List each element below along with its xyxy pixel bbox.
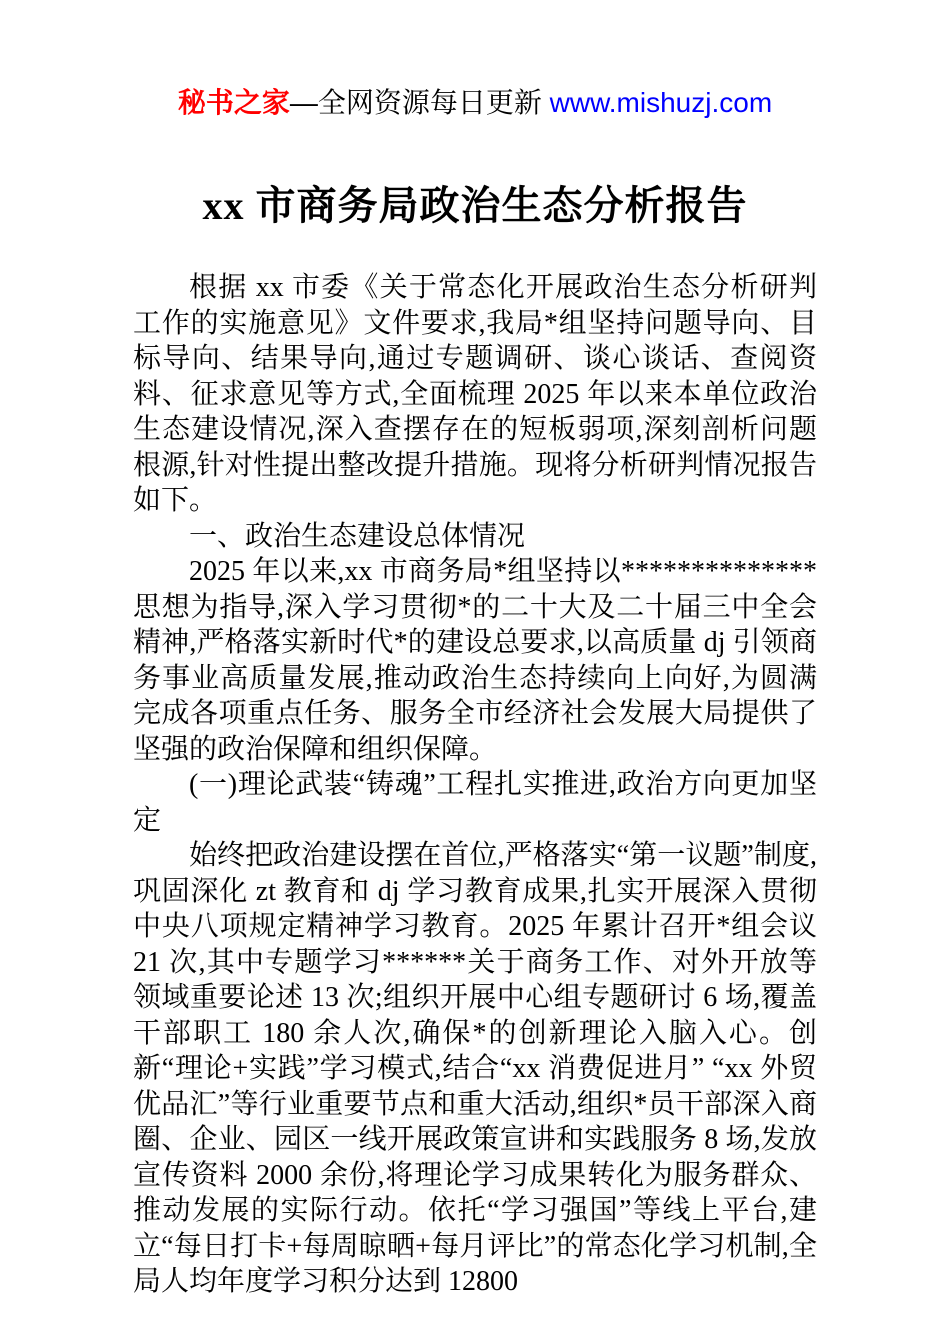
site-brand: 秘书之家 <box>177 87 290 118</box>
paragraph-intro: 根据 xx 市委《关于常态化开展政治生态分析研判工作的实施意见》文件要求,我局*组坚持问题导向、目标导向、结果导向,通过专题调研、谈心谈话、查阅资料、征求意见等方式,全面梳理 2025 年以来本单位政治生态建设情况,深入查摆存在的短板弱项,深刻剖析问题根源,针对性提出整改提升措施。现将分析研判情况报告如下。 <box>133 272 817 516</box>
site-header <box>133 86 817 120</box>
sub-heading-1-1: (一)理论武装“铸魂”工程扎实推进,政治方向更加坚定 <box>133 769 817 836</box>
paragraph-theory-work: 始终把政治建设摆在首位,严格落实“第一议题”制度,巩固深化 zt 教育和 dj 学习教育成果,扎实开展深入贯彻中央八项规定精神学习教育。2025 年累计召开*组会议 21 次,其中专题学习******关于商务工作、对外开放等领域重要论述 13 次;组织开展中心组专题研讨 6 场,覆盖干部职工 180 余人次,确保*的创新理论入脑入心。创新“理论+实践”学习模式,结合“xx 消费促进月” “xx 外贸优品汇”等行业重要节点和重大活动,组织*员干部深入商圈、企业、园区一线开展政策宣讲和实践服务 8 场,发放宣传资料 2000 余份,将理论学习成果转化为服务群众、推动发展的实际行动。依托“学习强国”等线上平台,建立“每日打卡+每周晾晒+每月评比”的常态化学习机制,全局人均年度学习积分达到 12800 <box>133 840 817 1297</box>
paragraph-overview: 2025 年以来,xx 市商务局*组坚持以**************思想为指导,深入学习贯彻*的二十大及二十届三中全会精神,严格落实新时代*的建设总要求,以高质量 dj 引领商务事业高质量发展,推动政治生态持续向上向好,为圆满完成各项重点任务、服务全市经济社会发展大局提供了坚强的政治保障和组织保障。 <box>133 556 817 765</box>
document-title: xx 市商务局政治生态分析报告 <box>202 183 748 228</box>
section-heading-1: 一、政治生态建设总体情况 <box>189 520 526 552</box>
site-tagline: —全网资源每日更新 <box>289 87 550 118</box>
document-body <box>133 270 817 1300</box>
site-url-link[interactable]: www.mishuzj.com <box>549 87 773 118</box>
